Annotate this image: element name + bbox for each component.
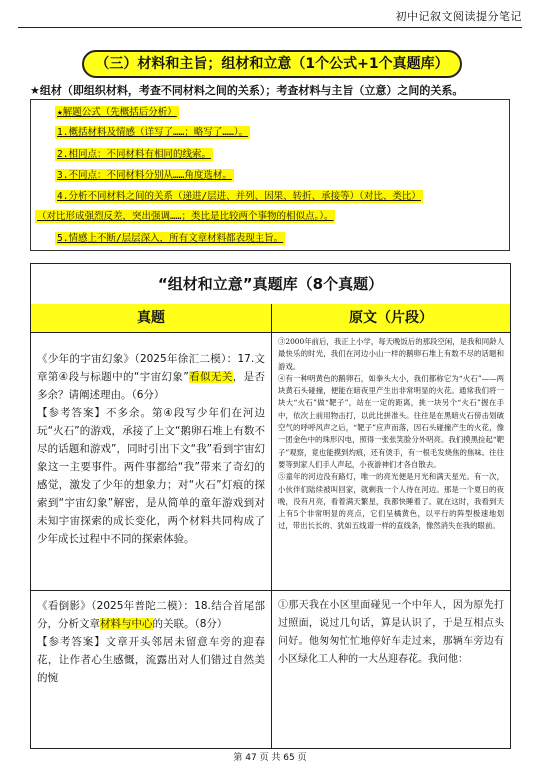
question-prefix: 《看倒影》（2025年普陀二模）：18.结合首尾部分，分析文章 xyxy=(37,600,265,630)
page-number: 第 47 页 共 65 页 xyxy=(233,753,307,763)
reference-answer: 【参考答案】文章开头邻居未留意车旁的迎春花，让作者心生感慨，流露出对人们错过自然美的惋 xyxy=(37,636,265,684)
source-paragraph-1: ①那天我在小区里面碰见一个中年人，因为原先打过照面，说过几句话，算是认识了，于是互相点头问好。他匆匆忙忙地停好车走过来，那辆车旁边有小区绿化工人种的一大丛迎春花。我问他： xyxy=(278,600,504,665)
section-intro: ★组材（即组织材料，考查不同材料之间的关系）；考查材料与主旨（立意）之间的关系。 xyxy=(30,84,464,97)
question-text xyxy=(37,350,265,404)
source-paragraph-5: ⑤童年的河边没有路灯，唯一的亮光便是月光和满天星光。有一次，小伙伴们陆续被叫回家，就剩我一个人待在河边。那是一个夏日的夜晚，没有月亮，看着满天繁星，我都快睡着了。就在这时，我看到天上有5个非常明显的亮点，它们呈橘黄色，以平行的阵型极速地划过，带出长长的、犹如五线谱一样的直线条，像然消失在我的眼前。 xyxy=(278,472,504,531)
question-bank-table xyxy=(30,263,511,749)
formula-step-1: 1.概括材料及情感（详写了……；略写了……）。 xyxy=(57,127,249,138)
formula-step-4: 4.分析不同材料之间的关系（递进/层进、并列、因果、转折、承接等）（对比、类比） xyxy=(57,191,421,202)
formula-step-4-note: （对比形成强烈反差，突出强调……；类比是比较两个事物的相似点。）。 xyxy=(37,211,334,222)
source-cell xyxy=(278,336,504,533)
question-suffix: ，是否多余？请阐述理由。（6分） xyxy=(37,371,265,401)
table-title: “组材和立意”真题库（8个真题） xyxy=(31,264,510,305)
section-title: （三）材料和主旨；组材和立意（1个公式+1个真题库） xyxy=(82,50,462,78)
formula-step-3: 3.不同点：不同材料分别从……角度选材。 xyxy=(57,170,232,181)
header-divider xyxy=(18,27,522,28)
formula-box xyxy=(30,99,510,251)
notebook-title: 初中记叙文阅读提分笔记 xyxy=(395,10,522,23)
formula-heading: ★解题公式（先概括后分析） xyxy=(57,107,177,118)
question-cell xyxy=(37,597,265,687)
question-text xyxy=(37,597,265,633)
formula-step-5: 5.情感上不断/层层深入，所有文章材料都表现主旨。 xyxy=(57,233,284,244)
source-paragraph-4: ④有一种明黄色的鹅卵石，如拳头大小，我们都称它为“火石”——两块黄石头碰撞，便能在暗夜里产生出非常明显的火花。通常我们将一块大“火石”做“靶子”，站在一定的距离，挑一块另个“火石”握在手中，依次上前用物击打，以此比拼准头。往往是在黑暗火石傍击划破空气的呼呼风声之后，“靶子”应声而落，因石头碰撞产生的火花，像一团金色中的珠形闪电，照得一张张笑脸分外明亮。我们摸黑捡起“靶子”观察，竟也能摸到灼痕，还有烫手，有一根毛发烧焦的焦味。往往要等到家人们手人声起，小夜游神们才各自散去。 xyxy=(278,373,504,469)
question-highlight: 看似无关 xyxy=(188,371,233,383)
column-header-question: 真题 xyxy=(31,304,272,333)
row-divider xyxy=(31,590,510,591)
reference-answer: 【参考答案】不多余。第④段写少年们在河边玩“火石”的游戏，承接了上文“鹅卵石堆上有数不尽的话题和游戏”，同时引出下文“我”看到宇宙幻象这一主要事件。两件事都给“我”带来了奇幻的感觉，激发了少年的想象力；对“火石”灯痕的探索到“宇宙幻象”解密，是从简单的童年游戏到对未知宇宙探索的成长变化，两个材料共同构成了少年成长过程中不同的探索体验。 xyxy=(37,407,265,545)
source-paragraph-3: ③2000年前后，我正上小学，每天晚饭后的那段空闲，是我和同龄人最快乐的时光，我们在河边小山一样的鹅卵石堆上有数不尽的话题和游戏。 xyxy=(278,337,504,371)
column-header-source: 原文（片段） xyxy=(272,304,510,333)
formula-step-2: 2.相同点：不同材料有相同的线索。 xyxy=(57,149,211,160)
source-cell xyxy=(278,597,504,669)
question-suffix: 的关联。（8分） xyxy=(152,618,228,630)
column-divider xyxy=(271,332,272,748)
question-cell xyxy=(37,350,265,548)
question-highlight: 材料与中心 xyxy=(100,618,153,630)
question-prefix: 《少年的宇宙幻象》（2025年徐汇二模）：17.文章第④段与标题中的“宇宙幻象” xyxy=(37,353,265,383)
